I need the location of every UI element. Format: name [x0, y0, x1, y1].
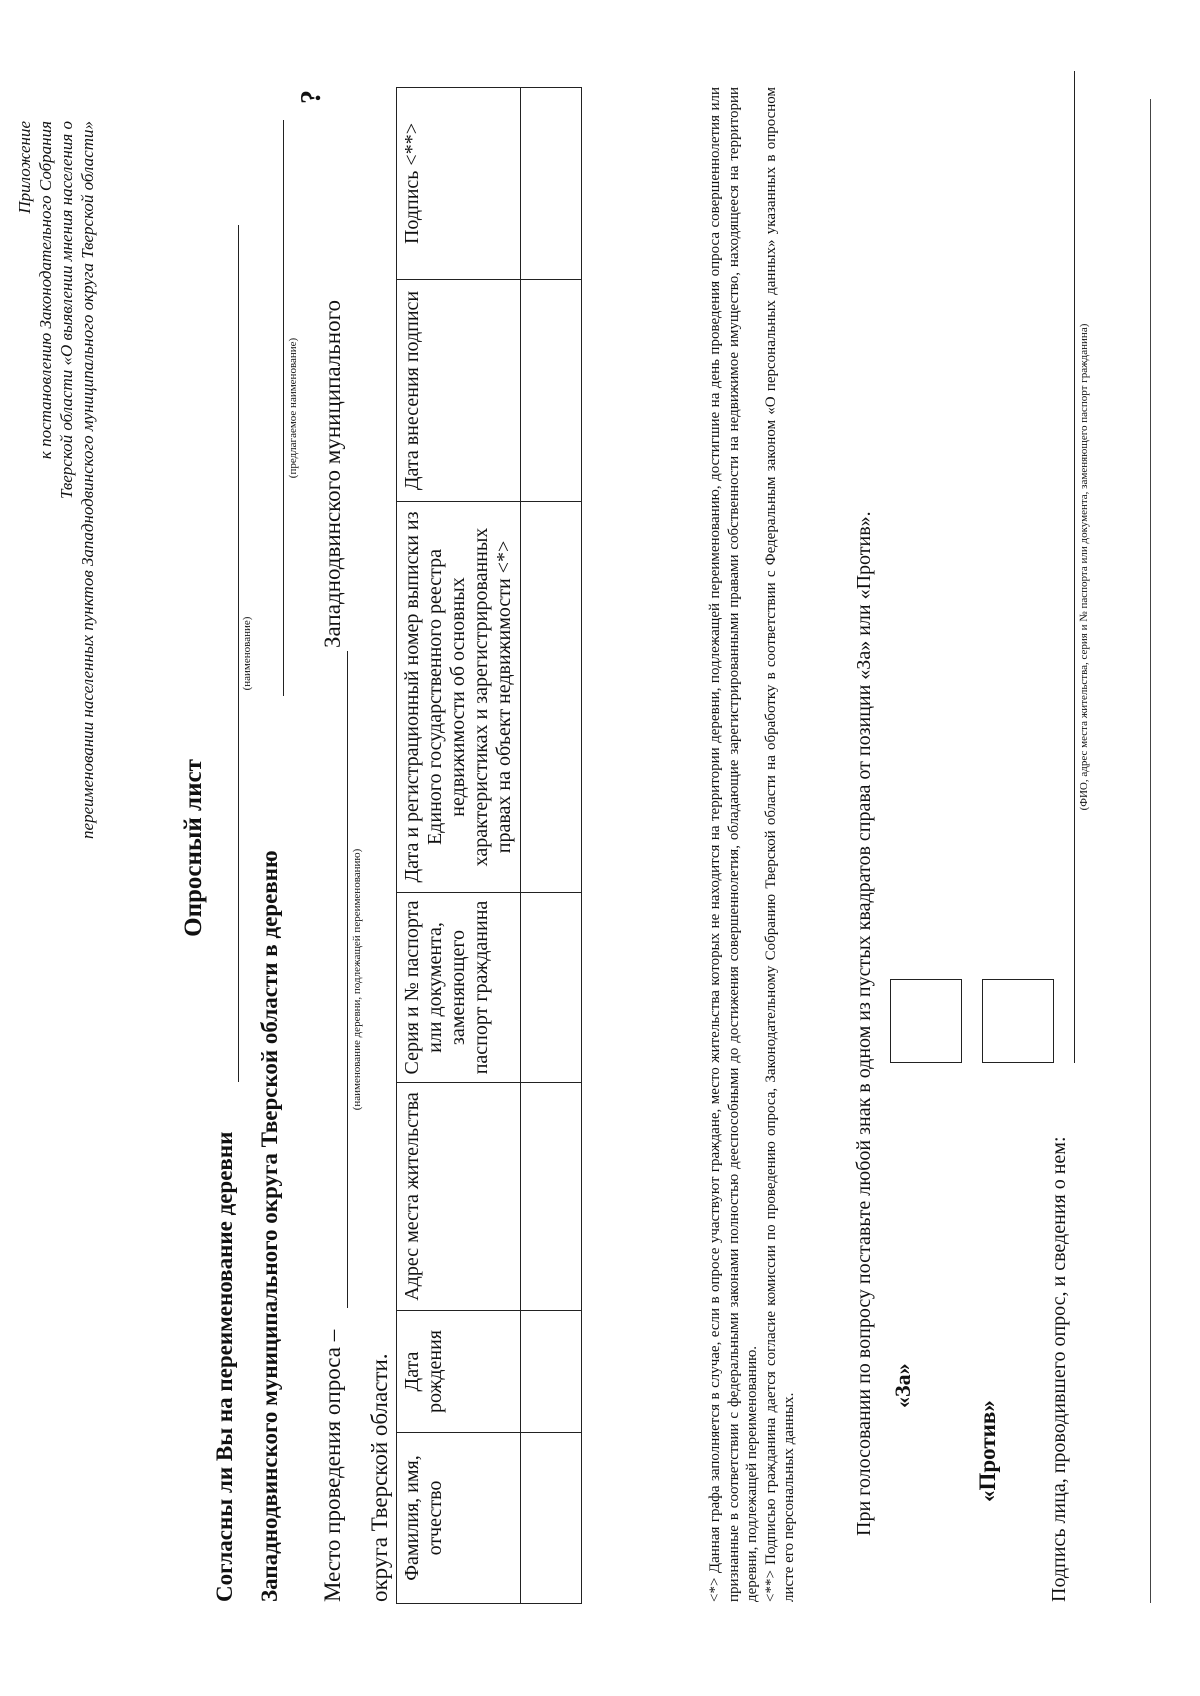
- document-title: Опросный лист: [180, 759, 207, 937]
- appendix-line-1: Приложение: [15, 121, 34, 214]
- appendix-line-3: Тверской области «О выявлении мнения населения о: [57, 121, 76, 499]
- table-row: [521, 88, 582, 1604]
- footnote-1: <*> Данная графа заполняется в случае, если в опросе участвуют граждане, место жительства которых не находится на территории деревни, подлежащей переименованию, достигшие на день проведения опроса совершеннолетия или признанные в соответствии с федеральными законами полностью дееспособными до достижения совершеннолетия, обладающие зарегистрированными правами собственности на недвижимое имущество, находящееся на территории деревни, подлежащей переименованию.: [707, 87, 760, 1602]
- column-header-full-name: Фамилия, имя, отчество: [397, 1433, 521, 1604]
- signature-cell[interactable]: [521, 88, 582, 280]
- vote-against-checkbox[interactable]: [982, 979, 1054, 1063]
- footnote-2: <**> Подписью гражданина дается согласие комиссии по проведению опроса, Законодательному Собранию Тверской области на обработку в соответствии с Федеральным законом «О персональных данных» указанных в опросном листе его персональных данных.: [762, 87, 797, 1602]
- proposed-name-field[interactable]: [283, 120, 284, 696]
- question-line-1: Согласны ли Вы на переименование деревни: [212, 1131, 237, 1602]
- column-header-signature-date: Дата внесения подписи: [397, 280, 521, 502]
- full-name-cell[interactable]: [521, 1433, 582, 1604]
- appendix-line-2: к постановлению Законодательного Собрания: [36, 121, 55, 460]
- table-header-row: [397, 88, 521, 1604]
- column-header-passport: Серия и № паспорта или документа, заменяющего паспорт гражданина: [397, 893, 521, 1083]
- proposed-name-caption: (предлагаемое наименование): [287, 337, 299, 479]
- vote-for-label: «За»: [890, 1363, 915, 1408]
- column-header-registry-extract: Дата и регистрационный номер выписки из Единого государственного реестра недвижимости об основных характеристиках и зарегистрированных правах на объект недвижимости <*>: [397, 502, 521, 893]
- passport-cell[interactable]: [521, 893, 582, 1083]
- appendix-header: [14, 121, 98, 1021]
- village-name-caption: (наименование): [241, 616, 253, 691]
- survey-place-line-2: округа Тверской области.: [367, 1353, 392, 1602]
- signature-continuation-line[interactable]: [1150, 99, 1151, 1603]
- birth-date-cell[interactable]: [521, 1311, 582, 1433]
- registry-extract-cell[interactable]: [521, 502, 582, 893]
- vote-for-checkbox[interactable]: [890, 979, 962, 1063]
- survey-place-suffix: Западнодвинского муниципального: [320, 300, 345, 648]
- footnotes: [706, 87, 799, 1602]
- column-header-address: Адрес места жительства: [397, 1083, 521, 1311]
- survey-place-label: Место проведения опроса –: [320, 1329, 345, 1602]
- appendix-line-4: переименовании населенных пунктов Западнодвинского муниципального округа Тверской области»: [78, 121, 97, 839]
- survey-place-field[interactable]: [347, 651, 348, 1308]
- survey-table: [396, 87, 582, 1604]
- interviewer-signature-caption: (ФИО, адрес места жительства, серия и № паспорта или документа, заменяющего паспорт гражданина): [1078, 323, 1090, 811]
- survey-place-caption: (наименование деревни, подлежащей переименованию): [351, 848, 363, 1111]
- question-line-2: Западнодвинского муниципального округа Тверской области в деревню: [257, 850, 282, 1602]
- column-header-birth-date: Дата рождения: [397, 1311, 521, 1433]
- voting-instruction: При голосовании по вопросу поставьте любой знак в одном из пустых квадратов справа от позиции «За» или «Против».: [853, 511, 875, 1536]
- question-mark: ?: [296, 90, 327, 104]
- column-header-signature: Подпись <**>: [397, 88, 521, 280]
- signature-date-cell[interactable]: [521, 280, 582, 502]
- address-cell[interactable]: [521, 1083, 582, 1311]
- vote-against-label: «Против»: [975, 1400, 1000, 1502]
- interviewer-signature-label: Подпись лица, проводившего опрос, и сведения о нем:: [1048, 1136, 1070, 1602]
- village-name-field[interactable]: [238, 225, 239, 1082]
- interviewer-signature-field[interactable]: [1074, 71, 1075, 1063]
